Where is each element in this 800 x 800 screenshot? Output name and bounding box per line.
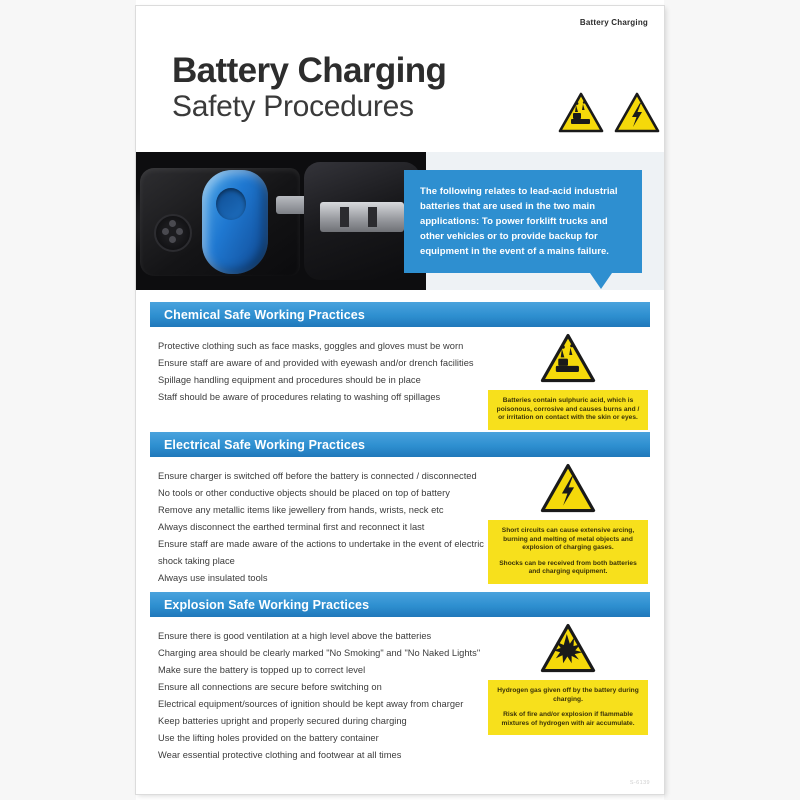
electrical-hazard-panel — [486, 463, 650, 584]
connector-port — [154, 214, 192, 252]
list-item: Spillage handling equipment and procedures should be in place — [158, 375, 421, 385]
list-item: Ensure staff are made aware of the actions to undertake in the event of electric shock taking place — [158, 539, 484, 566]
chemical-hazard-caption — [488, 390, 648, 430]
page-margin-left — [0, 0, 136, 800]
explosion-warning-icon — [540, 623, 596, 673]
page-title — [172, 51, 642, 124]
section-title: Chemical Safe Working Practices — [164, 307, 365, 322]
electrical-practice-list — [158, 468, 510, 587]
product-code: S-6139 — [629, 780, 650, 786]
section-chemical — [136, 302, 664, 422]
electrical-warning-icon — [540, 463, 596, 513]
corrosive-warning-icon — [558, 92, 604, 133]
intro-callout — [404, 170, 642, 273]
caption-line: Short circuits can cause extensive arcing, burning and melting of metal objects and explosion of charging gases. — [501, 527, 635, 552]
safety-poster — [136, 6, 664, 794]
page-margin-right — [664, 0, 800, 800]
chemical-hazard-panel — [486, 333, 650, 430]
electrical-warning-icon — [614, 92, 660, 133]
list-item: Ensure staff are aware of and provided with eyewash and/or drench facilities — [158, 358, 474, 368]
list-item: Protective clothing such as face masks, goggles and gloves must be worn — [158, 341, 464, 351]
corrosive-warning-icon — [540, 333, 596, 383]
list-item: Use the lifting holes provided on the battery container — [158, 733, 379, 743]
list-item: Make sure the battery is topped up to correct level — [158, 665, 366, 675]
list-item: Staff should be aware of procedures relating to washing off spillages — [158, 392, 441, 402]
section-explosion — [136, 592, 664, 764]
list-item: No tools or other conductive objects should be placed on top of battery — [158, 488, 450, 498]
list-item: Charging area should be clearly marked "No Smoking" and "No Naked Lights" — [158, 648, 481, 658]
list-item: Remove any metallic items like jewellery from hands, wrists, neck etc — [158, 505, 444, 515]
poster-top-label: Battery Charging — [579, 18, 648, 27]
caption-line: Shocks can be received from both batteries and charging equipment. — [499, 559, 637, 576]
list-item: Ensure all connections are secure before switching on — [158, 682, 382, 692]
section-header-chemical — [150, 302, 650, 327]
caption-line: Hydrogen gas given off by the battery during charging. — [497, 687, 639, 703]
title-main: Battery Charging — [172, 51, 447, 90]
intro-callout-text: The following relates to lead-acid industrial batteries that are used in the two main applications: To power forklift trucks and other vehicles or to provide backup for equipment in the event of a mains failure. — [420, 186, 618, 257]
chemical-practice-list — [158, 338, 510, 406]
section-header-electrical — [150, 432, 650, 457]
section-header-explosion — [150, 592, 650, 617]
caption-line: Risk of fire and/or explosion if flammable mixtures of hydrogen with air accumulate. — [501, 711, 635, 727]
list-item: Keep batteries upright and properly secured during charging — [158, 716, 407, 726]
header-warning-icons — [558, 92, 660, 133]
electrical-hazard-caption — [488, 520, 648, 584]
list-item: Ensure charger is switched off before the battery is connected / disconnected — [158, 471, 477, 481]
section-electrical — [136, 432, 664, 587]
explosion-practice-list — [158, 628, 510, 764]
connector-plug — [304, 162, 420, 280]
list-item: Always use insulated tools — [158, 573, 268, 583]
list-item: Electrical equipment/sources of ignition should be kept away from charger — [158, 699, 464, 709]
battery-connector-photo — [136, 152, 664, 290]
section-title: Explosion Safe Working Practices — [164, 597, 370, 612]
list-item: Wear essential protective clothing and footwear at all times — [158, 750, 402, 760]
caption-line: Batteries contain sulphuric acid, which is poisonous, corrosive and causes burns and / or irritation on contact with the skin or eyes. — [496, 397, 640, 422]
explosion-hazard-panel — [486, 623, 650, 735]
explosion-hazard-caption — [488, 680, 648, 735]
callout-tail — [590, 273, 612, 289]
list-item: Always disconnect the earthed terminal first and reconnect it last — [158, 522, 425, 532]
connector-blue-handle — [202, 170, 268, 274]
list-item: Ensure there is good ventilation at a high level above the batteries — [158, 631, 432, 641]
section-title: Electrical Safe Working Practices — [164, 437, 366, 452]
title-subtitle: Safety Procedures — [172, 90, 414, 123]
